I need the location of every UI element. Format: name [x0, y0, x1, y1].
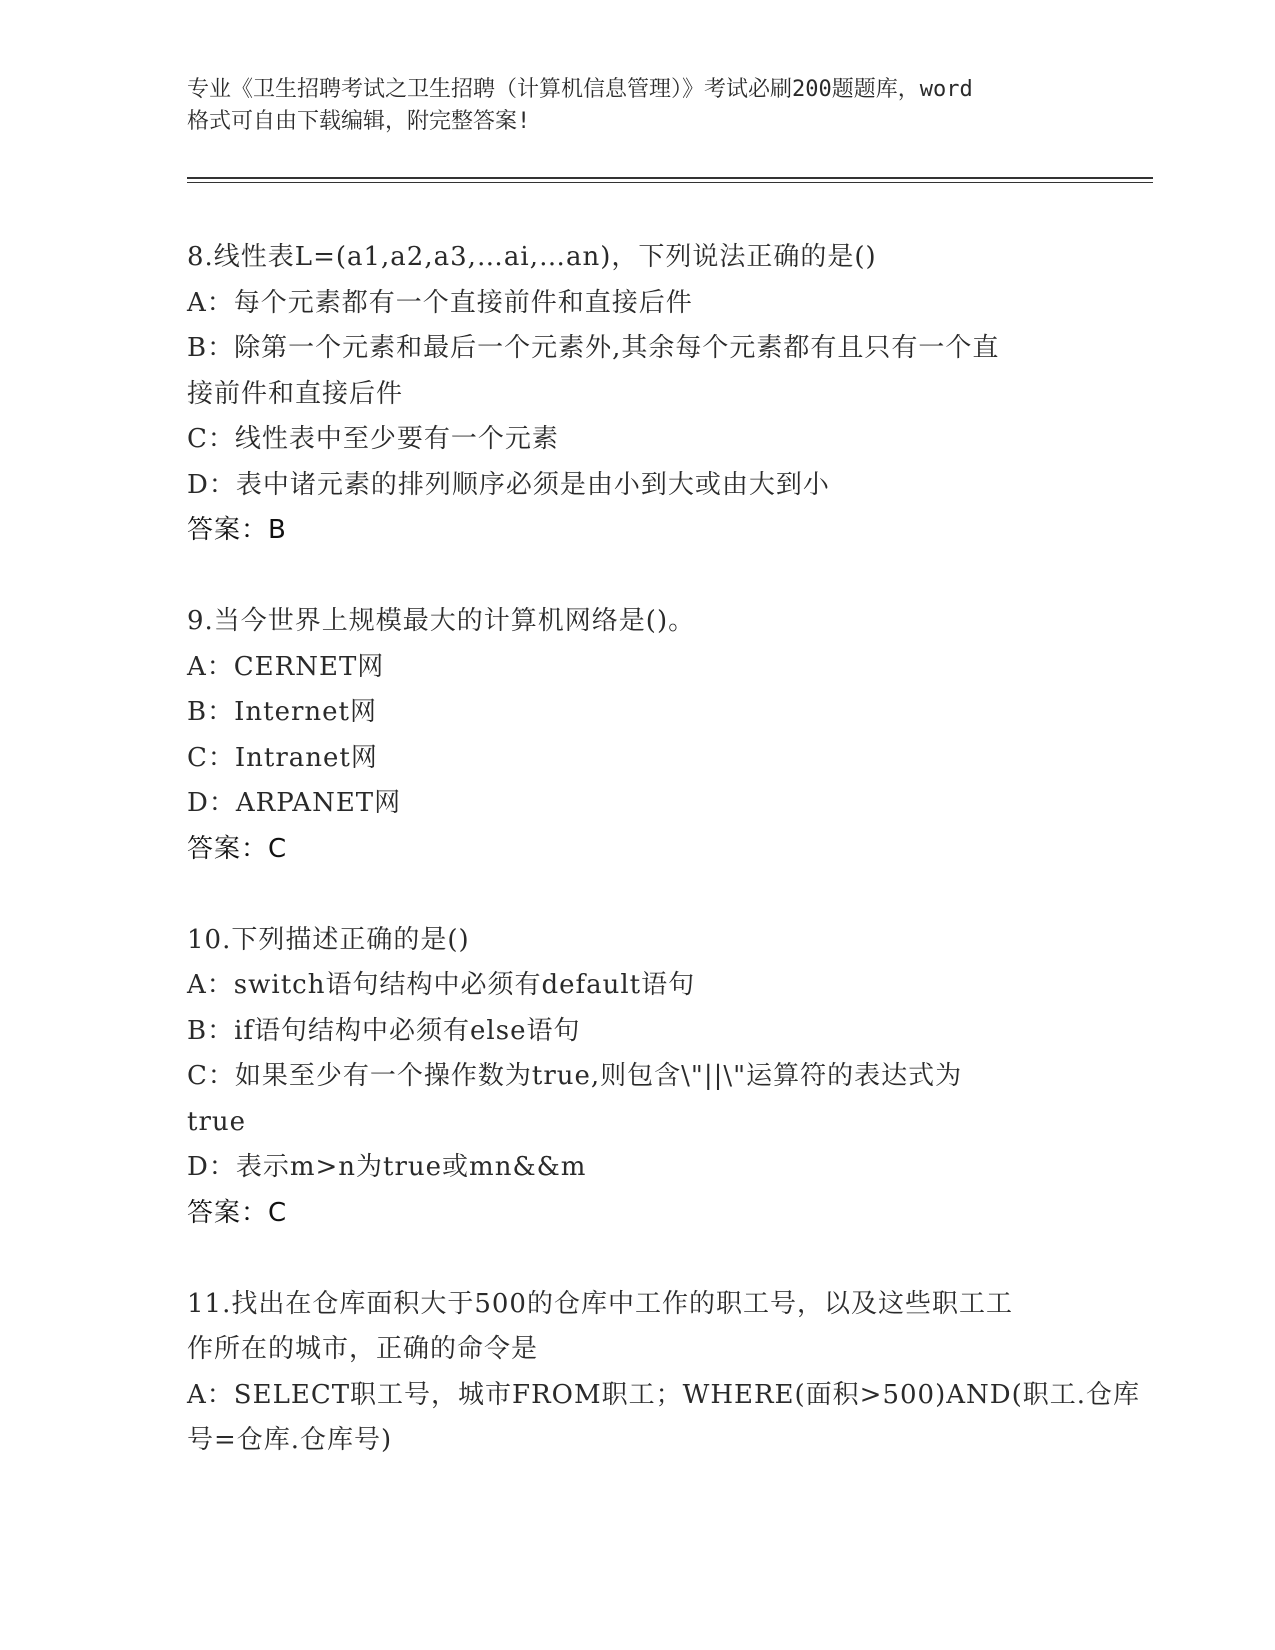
question-spacer: [187, 1236, 1087, 1282]
option-b: B：Internet网: [187, 697, 377, 727]
question-block: [187, 235, 1087, 554]
question-block: [187, 1282, 1141, 1464]
question-stem: 8.线性表L=(a1,a2,a3,…ai,…an)，下列说法正确的是(): [187, 242, 877, 272]
option-d: D：ARPANET网: [187, 788, 402, 818]
question-stem-continued: 作所在的城市，正确的命令是: [187, 1334, 539, 1364]
option-d: D：表中诸元素的排列顺序必须是由小到大或由大到小: [187, 469, 830, 500]
option-c: C：如果至少有一个操作数为true,则包含\"||\"运算符的表达式为: [187, 1061, 963, 1091]
header-divider-bottom: [187, 182, 1153, 183]
option-c-continued: true: [187, 1106, 247, 1137]
option-b-continued: 接前件和直接后件: [187, 378, 404, 409]
option-a: A：SELECT职工号，城市FROM职工；WHERE(面积>500)AND(职工.仓库: [187, 1379, 1141, 1410]
document-header: [187, 74, 1087, 138]
question-stem: 11.找出在仓库面积大于500的仓库中工作的职工号，以及这些职工工: [187, 1288, 1013, 1319]
question-block: [187, 599, 1087, 872]
answer-label: 答案：C: [187, 833, 288, 864]
question-block: [187, 918, 1087, 1237]
option-a: A：CERNET网: [187, 651, 385, 682]
question-stem: 10.下列描述正确的是(): [187, 924, 470, 955]
question-stem: 9.当今世界上规模最大的计算机网络是()。: [187, 606, 696, 636]
option-a: A：每个元素都有一个直接前件和直接后件: [187, 287, 693, 318]
option-a: A：switch语句结构中必须有default语句: [187, 970, 696, 1000]
option-c: C：线性表中至少要有一个元素: [187, 424, 559, 454]
option-d: D：表示m>n为true或mn&&m: [187, 1152, 587, 1182]
question-list: [187, 235, 1141, 1464]
header-line-2: 格式可自由下载编辑，附完整答案!: [187, 109, 531, 134]
option-b: B：除第一个元素和最后一个元素外,其余每个元素都有且只有一个直: [187, 333, 1000, 363]
header-line-1: 专业《卫生招聘考试之卫生招聘（计算机信息管理）》考试必刷200题题库，word: [187, 77, 973, 102]
answer-label: 答案：C: [187, 1197, 288, 1228]
answer-label: 答案：B: [187, 515, 287, 545]
option-c: C：Intranet网: [187, 742, 378, 773]
header-divider-top: [187, 177, 1153, 179]
question-spacer: [187, 554, 1087, 600]
option-b: B：if语句结构中必须有else语句: [187, 1015, 581, 1046]
option-a-continued: 号=仓库.仓库号): [187, 1425, 393, 1455]
question-spacer: [187, 872, 1087, 918]
